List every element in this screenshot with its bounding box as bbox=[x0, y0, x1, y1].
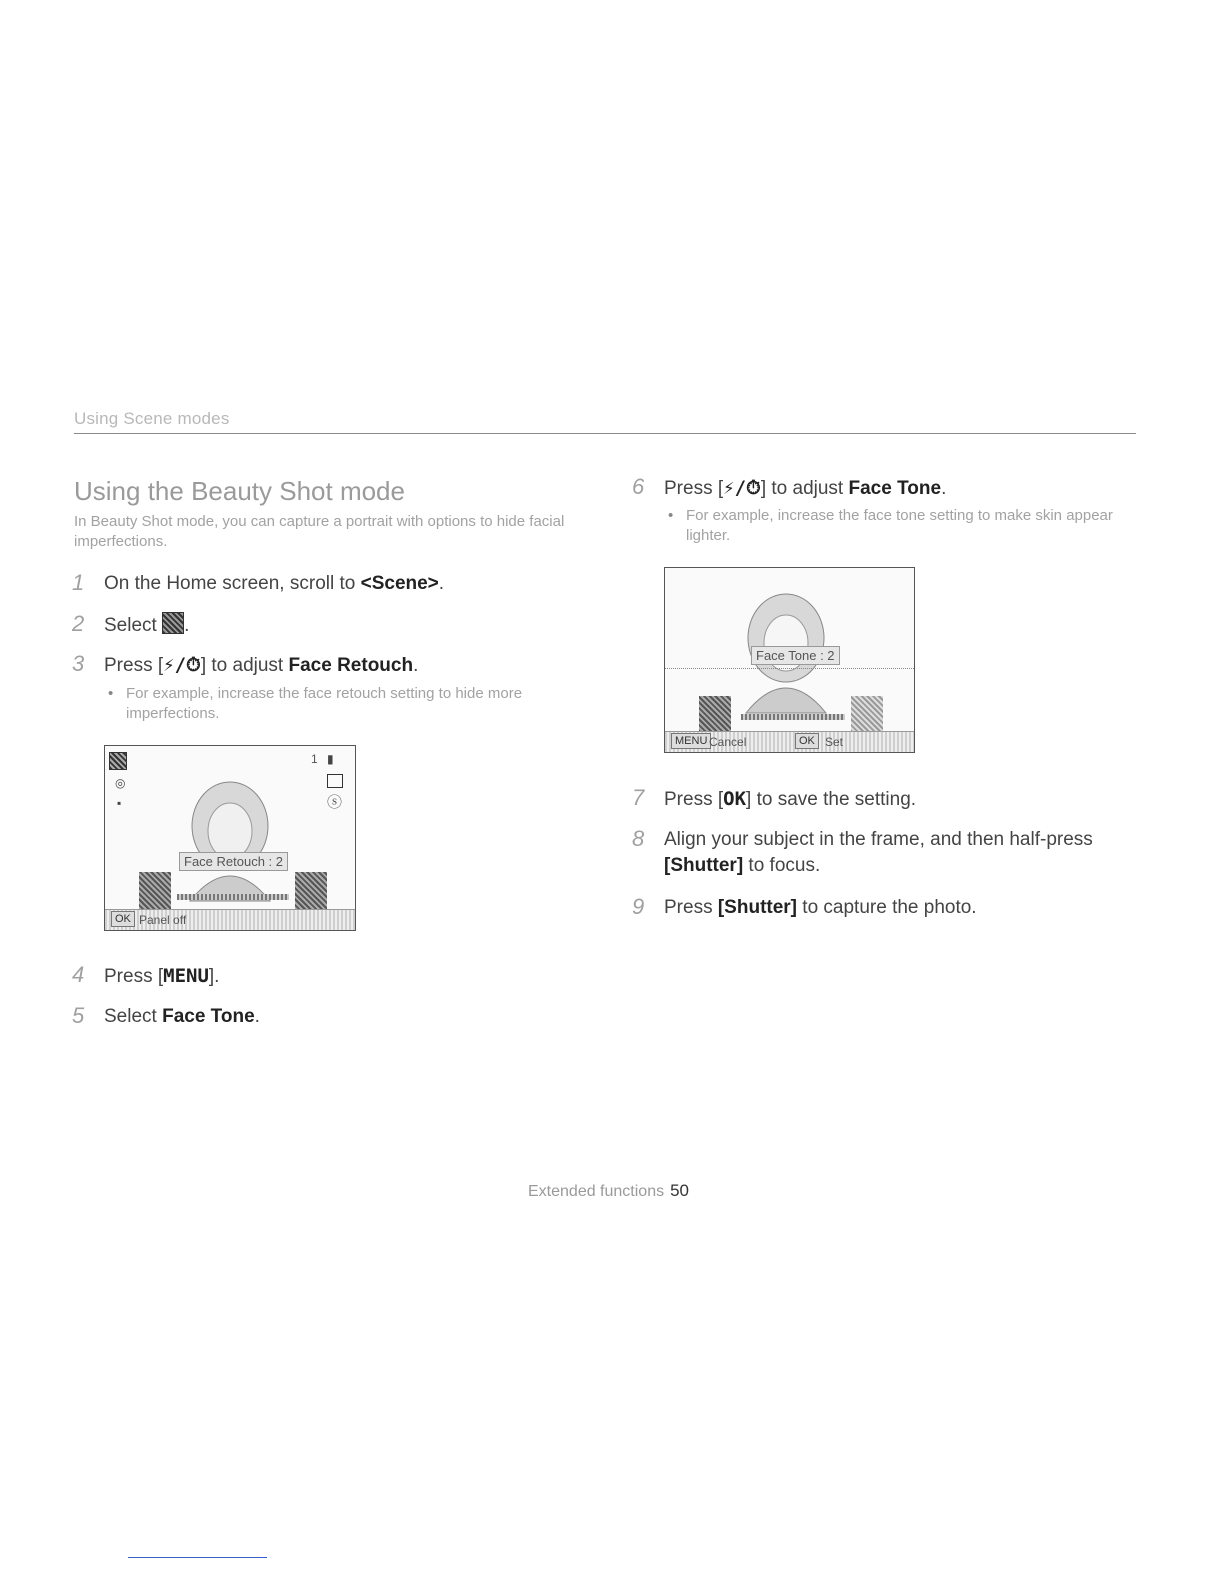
battery-icon: ▮ bbox=[327, 752, 334, 766]
step-7 bbox=[632, 785, 917, 813]
step-text: Press [ bbox=[664, 478, 724, 499]
step-8 bbox=[632, 826, 1104, 879]
face-detect-icon: ◎ bbox=[115, 776, 126, 790]
step-text: ] to adjust bbox=[200, 655, 289, 676]
bullet-text: For example, increase the face retouch setting to hide more imperfections. bbox=[126, 685, 523, 722]
step-bold: <Scene> bbox=[360, 573, 439, 594]
flash-timer-key: ⚡/⏱ bbox=[723, 477, 761, 499]
step-number: 3 bbox=[72, 651, 85, 676]
step-3 bbox=[72, 651, 419, 679]
step-text: Select bbox=[104, 1006, 163, 1027]
size-icon: ▪ bbox=[117, 796, 122, 810]
footer-section: Extended functions bbox=[528, 1183, 665, 1200]
step-4 bbox=[72, 962, 220, 990]
ok-key-chip: OK bbox=[795, 733, 819, 749]
camera-screen-face-retouch bbox=[104, 745, 356, 931]
step-bold: Face Tone bbox=[162, 1006, 255, 1027]
preview-thumb-right bbox=[851, 696, 883, 732]
step-number: 7 bbox=[632, 785, 645, 810]
bottom-rule bbox=[128, 1557, 267, 1558]
step-text: Align your subject in the frame, and then half-press bbox=[664, 829, 1093, 850]
step-text: to capture the photo. bbox=[797, 897, 977, 918]
level-slider bbox=[177, 894, 289, 900]
step-text: ] to save the setting. bbox=[746, 789, 917, 810]
ok-key-text: Panel off bbox=[139, 913, 187, 927]
setting-label: Face Tone : 2 bbox=[751, 646, 840, 665]
bullet-text: For example, increase the face tone setting to make skin appear lighter. bbox=[686, 507, 1113, 544]
step-text: Press [ bbox=[664, 789, 724, 810]
page-title: Using the Beauty Shot mode bbox=[74, 476, 405, 506]
step-text: Select bbox=[104, 615, 163, 636]
section-header: Using Scene modes bbox=[74, 409, 230, 428]
step-number: 9 bbox=[632, 894, 645, 919]
step-text: . bbox=[941, 478, 947, 499]
step-text: to focus. bbox=[743, 855, 821, 876]
step-text: On the Home screen, scroll to bbox=[104, 573, 361, 594]
step-text: . bbox=[184, 615, 190, 636]
step-bold: Face Retouch bbox=[288, 655, 414, 676]
step-text: ] to adjust bbox=[760, 478, 849, 499]
step-6-bullet bbox=[664, 506, 1126, 546]
step-text: . bbox=[438, 573, 445, 594]
step-text: . bbox=[413, 655, 419, 676]
step-text: Press [ bbox=[104, 655, 164, 676]
bullet-dot: • bbox=[668, 507, 674, 524]
page-number: 50 bbox=[670, 1181, 690, 1200]
resolution-icon bbox=[327, 774, 343, 788]
preview-thumb-left bbox=[699, 696, 731, 732]
ok-key-chip: OK bbox=[111, 911, 135, 927]
step-number: 1 bbox=[72, 570, 85, 595]
panel-divider bbox=[665, 668, 914, 669]
ok-key-text: Set bbox=[825, 735, 844, 749]
step-text: . bbox=[254, 1006, 260, 1027]
step-number: 5 bbox=[72, 1003, 85, 1028]
step-text: Press bbox=[664, 897, 718, 918]
step-3-bullet bbox=[104, 684, 586, 724]
step-5 bbox=[72, 1003, 260, 1030]
flash-timer-key: ⚡/⏱ bbox=[163, 654, 201, 676]
step-number: 8 bbox=[632, 826, 645, 851]
step-1 bbox=[72, 570, 445, 597]
shot-count: 1 bbox=[311, 752, 318, 766]
camera-screen-face-tone bbox=[664, 567, 915, 753]
menu-key: MENU bbox=[163, 965, 209, 987]
step-6 bbox=[632, 474, 947, 502]
level-slider bbox=[741, 714, 845, 720]
setting-label: Face Retouch : 2 bbox=[179, 852, 288, 871]
step-bold: [Shutter] bbox=[664, 855, 744, 876]
flash-off-icon: ⓢ bbox=[327, 794, 343, 811]
portrait-illustration bbox=[175, 776, 285, 906]
step-2 bbox=[72, 611, 190, 639]
preview-thumb-right bbox=[295, 872, 327, 912]
menu-key-chip: MENU bbox=[671, 733, 711, 749]
beauty-shot-icon bbox=[162, 612, 184, 634]
page-footer bbox=[528, 1181, 689, 1201]
intro-text: In Beauty Shot mode, you can capture a portrait with options to hide facial imperfections. bbox=[74, 513, 565, 550]
step-9 bbox=[632, 894, 977, 921]
step-number: 4 bbox=[72, 962, 85, 987]
bullet-dot: • bbox=[108, 685, 114, 702]
step-number: 6 bbox=[632, 474, 645, 499]
beauty-shot-icon bbox=[109, 752, 127, 770]
step-number: 2 bbox=[72, 611, 85, 636]
header-divider bbox=[74, 433, 1136, 434]
preview-thumb-left bbox=[139, 872, 171, 912]
step-bold: [Shutter] bbox=[717, 897, 798, 918]
step-text: Press [ bbox=[104, 966, 164, 987]
menu-key-text: Cancel bbox=[709, 735, 747, 749]
ok-key: OK bbox=[723, 788, 747, 810]
step-text: ]. bbox=[208, 966, 220, 987]
step-bold: Face Tone bbox=[848, 478, 942, 499]
